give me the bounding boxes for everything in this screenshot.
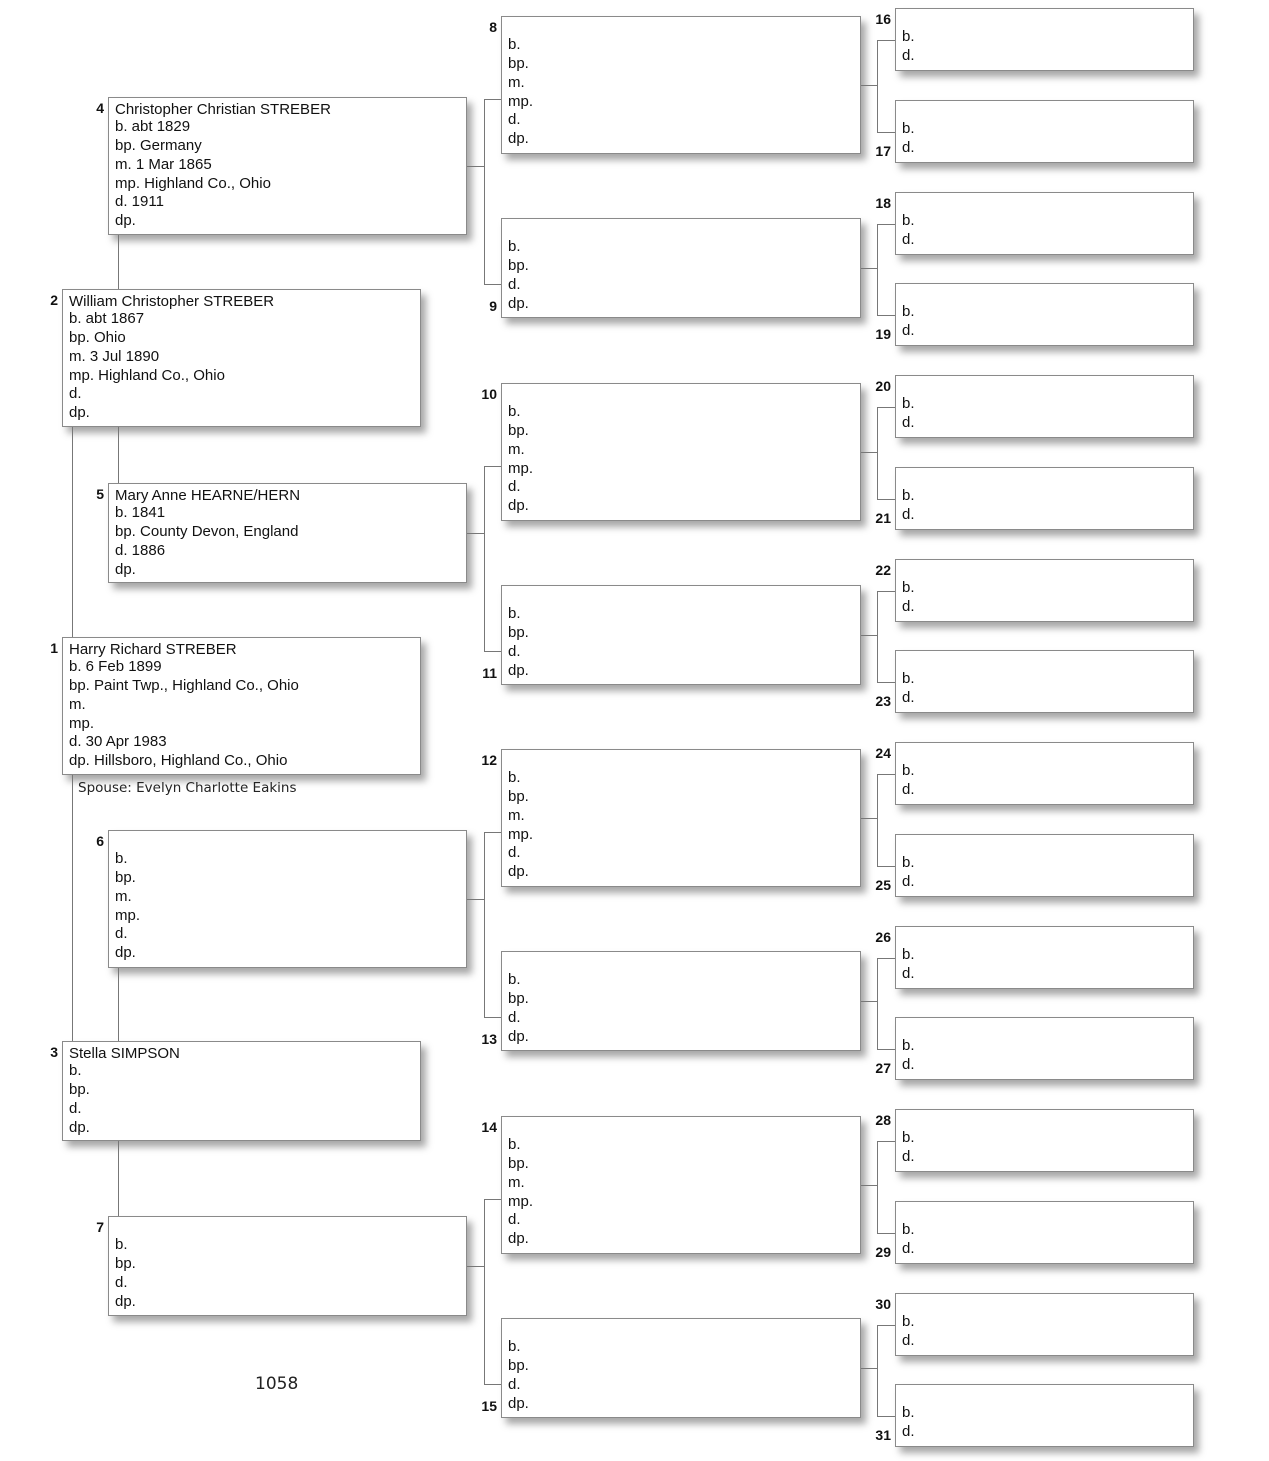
person-field (902, 376, 915, 395)
person-field: d. (902, 1055, 915, 1073)
person-field: d. (902, 46, 915, 64)
person-number: 27 (875, 1060, 891, 1076)
person-field: b. (902, 669, 915, 687)
person-field: b. (508, 402, 521, 420)
person-field: d. (508, 275, 521, 293)
person-field (508, 384, 533, 403)
connector-line (877, 499, 895, 500)
person-field: b. (902, 761, 915, 779)
person-field: d. (508, 1375, 521, 1393)
person-number: 7 (96, 1219, 104, 1235)
person-field: b. (902, 486, 915, 504)
person-field: b. (508, 604, 521, 622)
person-field: mp. Highland Co., Ohio (69, 366, 225, 384)
person-field: d. (508, 844, 521, 862)
connector-line (877, 224, 895, 225)
connector-line (877, 407, 895, 408)
person-number: 24 (875, 745, 891, 761)
person-box-7 (108, 1216, 467, 1316)
connector-line (861, 1185, 878, 1186)
person-field: bp. (508, 787, 529, 805)
person-field (902, 101, 915, 120)
person-box-28 (895, 1109, 1194, 1172)
person-number: 18 (875, 195, 891, 211)
page-number: 1058 (255, 1374, 299, 1394)
person-box-27 (895, 1017, 1194, 1080)
person-field: dp. Hillsboro, Highland Co., Ohio (69, 752, 288, 770)
person-box-13 (501, 951, 861, 1051)
person-box-26 (895, 926, 1194, 989)
person-field (902, 560, 915, 579)
person-field: dp. (69, 404, 90, 422)
person-field: b. (902, 1403, 915, 1421)
person-field: b. (508, 35, 521, 53)
person-number: 23 (875, 693, 891, 709)
person-field (902, 651, 915, 670)
connector-line (877, 774, 895, 775)
connector-line (118, 235, 119, 289)
connector-line (484, 1199, 501, 1200)
person-field: b. (902, 578, 915, 596)
connector-line (467, 166, 484, 167)
person-field: d. (902, 230, 915, 248)
person-field: b. (902, 302, 915, 320)
person-field: dp. (508, 130, 529, 148)
person-field: d. (115, 1273, 128, 1291)
person-number: 15 (481, 1398, 497, 1414)
person-field (902, 743, 915, 762)
connector-line (877, 1141, 878, 1233)
person-field (115, 831, 140, 850)
person-field: b. 1841 (115, 503, 166, 521)
person-field: d. (508, 111, 521, 129)
person-field (508, 219, 529, 238)
person-field: b. abt 1867 (69, 309, 145, 327)
person-number: 20 (875, 378, 891, 394)
person-box-1 (62, 637, 421, 775)
person-number: 10 (481, 386, 497, 402)
person-field: b. abt 1829 (115, 117, 191, 135)
person-field: mp. (115, 906, 141, 924)
person-number: 5 (96, 486, 104, 502)
connector-line (877, 1325, 895, 1326)
person-box-9 (501, 218, 861, 318)
connector-line (484, 1384, 501, 1385)
person-field: mp. Highland Co., Ohio (115, 174, 271, 192)
person-field: bp. (508, 623, 529, 641)
person-field: b. (508, 970, 521, 988)
person-number: 9 (489, 298, 497, 314)
person-field (902, 1202, 915, 1221)
person-field: bp. (508, 421, 529, 439)
person-field: dp. (69, 1118, 90, 1136)
person-field: d. (69, 1099, 82, 1117)
person-field: mp. (69, 714, 95, 732)
person-field: d. (902, 688, 915, 706)
person-number: 8 (489, 19, 497, 35)
person-field (902, 835, 915, 854)
person-box-31 (895, 1384, 1194, 1447)
person-box-2 (62, 289, 421, 427)
person-number: 4 (96, 100, 104, 116)
person-box-15 (501, 1318, 861, 1418)
person-field: b. 6 Feb 1899 (69, 657, 162, 675)
person-number: 2 (50, 292, 58, 308)
person-field: b. (902, 394, 915, 412)
person-field: d. (902, 1147, 915, 1165)
person-field: m. (508, 806, 525, 824)
person-number: 3 (50, 1044, 58, 1060)
person-field: d. (69, 385, 82, 403)
person-field (902, 1385, 915, 1404)
connector-line (484, 99, 501, 100)
person-box-19 (895, 283, 1194, 346)
person-number: 26 (875, 929, 891, 945)
connector-line (861, 1001, 878, 1002)
person-field: b. (508, 1337, 521, 1355)
person-field: b. (902, 1036, 915, 1054)
connector-line (861, 1368, 878, 1369)
person-field: bp. (508, 1356, 529, 1374)
person-number: 31 (875, 1427, 891, 1443)
person-field: mp. (508, 459, 534, 477)
connector-line (484, 1017, 501, 1018)
connector-line (877, 591, 878, 682)
person-field: m. (508, 73, 525, 91)
person-field (902, 468, 915, 487)
person-field (115, 1217, 136, 1236)
connector-line (72, 427, 73, 637)
person-name: Stella SIMPSON (69, 1045, 180, 1062)
person-field: m. 3 Jul 1890 (69, 347, 160, 365)
connector-line (877, 407, 878, 499)
connector-line (484, 832, 485, 1017)
person-box-21 (895, 467, 1194, 530)
connector-line (484, 284, 501, 285)
person-field: d. (902, 321, 915, 339)
person-field: d. (902, 138, 915, 156)
connector-line (484, 1199, 485, 1384)
connector-line (861, 635, 878, 636)
person-box-20 (895, 375, 1194, 438)
person-field: m. (115, 887, 132, 905)
person-field (902, 1018, 915, 1037)
spouse-note: Spouse: Evelyn Charlotte Eakins (78, 780, 297, 796)
connector-line (861, 452, 878, 453)
person-box-6 (108, 830, 467, 968)
person-field: bp. (508, 54, 529, 72)
person-field: dp. (115, 944, 136, 962)
person-number: 6 (96, 833, 104, 849)
person-number: 28 (875, 1112, 891, 1128)
connector-line (484, 466, 485, 651)
person-field: b. (902, 27, 915, 45)
person-field (902, 9, 915, 28)
person-number: 21 (875, 510, 891, 526)
person-field: m. (69, 695, 86, 713)
person-field: b. (508, 237, 521, 255)
person-field: d. (902, 1239, 915, 1257)
person-field: dp. (508, 661, 529, 679)
person-number: 30 (875, 1296, 891, 1312)
person-name: Harry Richard STREBER (69, 641, 237, 658)
person-field: bp. (69, 1080, 90, 1098)
connector-line (72, 775, 73, 1041)
person-field: b. (69, 1061, 82, 1079)
person-box-25 (895, 834, 1194, 897)
person-number: 25 (875, 877, 891, 893)
person-field: dp. (508, 294, 529, 312)
person-field: dp. (508, 863, 529, 881)
person-field: b. (902, 1128, 915, 1146)
connector-line (877, 866, 895, 867)
person-box-17 (895, 100, 1194, 163)
person-field: m. 1 Mar 1865 (115, 155, 212, 173)
person-box-30 (895, 1293, 1194, 1356)
person-number: 1 (50, 640, 58, 656)
connector-line (118, 968, 119, 1041)
person-field: b. (902, 1312, 915, 1330)
person-field: b. (902, 853, 915, 871)
person-field: d. (508, 478, 521, 496)
person-field (902, 193, 915, 212)
person-field: m. (508, 440, 525, 458)
person-field (508, 17, 533, 36)
person-field: bp. Germany (115, 136, 202, 154)
connector-line (861, 268, 878, 269)
person-box-3 (62, 1041, 421, 1141)
person-field: bp. (115, 868, 136, 886)
person-box-24 (895, 742, 1194, 805)
person-field: b. (115, 1235, 128, 1253)
person-field: mp. (508, 825, 534, 843)
person-field (508, 952, 529, 971)
person-number: 11 (482, 665, 497, 681)
person-field: mp. (508, 92, 534, 110)
person-field (508, 750, 533, 769)
person-field: dp. (508, 497, 529, 515)
person-number: 19 (875, 326, 891, 342)
person-field: m. (508, 1173, 525, 1191)
person-box-10 (501, 383, 861, 521)
person-field: b. (902, 211, 915, 229)
person-number: 13 (481, 1031, 497, 1047)
connector-line (877, 40, 878, 132)
person-box-18 (895, 192, 1194, 255)
person-field: bp. Paint Twp., Highland Co., Ohio (69, 676, 299, 694)
person-field: dp. (115, 1292, 136, 1310)
person-field: d. (115, 925, 128, 943)
connector-line (877, 1233, 895, 1234)
person-field: d. (902, 1422, 915, 1440)
person-field (508, 1319, 529, 1338)
person-box-16 (895, 8, 1194, 71)
person-field: dp. (508, 1027, 529, 1045)
connector-line (877, 1141, 895, 1142)
person-box-29 (895, 1201, 1194, 1264)
person-name: William Christopher STREBER (69, 293, 275, 310)
person-field: d. (902, 872, 915, 890)
person-number: 14 (481, 1119, 497, 1135)
connector-line (467, 899, 484, 900)
person-field: b. (508, 768, 521, 786)
person-field: d. (508, 1211, 521, 1229)
person-field: d. (902, 964, 915, 982)
person-field: d. 1911 (115, 193, 164, 211)
person-field: d. (902, 597, 915, 615)
person-name: Mary Anne HEARNE/HERN (115, 487, 301, 504)
person-field: bp. (508, 989, 529, 1007)
person-number: 22 (875, 562, 891, 578)
person-box-23 (895, 650, 1194, 713)
connector-line (877, 40, 895, 41)
connector-line (877, 958, 895, 959)
person-field: d. 1886 (115, 541, 166, 559)
connector-line (877, 132, 895, 133)
person-box-5 (108, 483, 467, 583)
person-field: bp. County Devon, England (115, 522, 299, 540)
person-number: 29 (875, 1244, 891, 1260)
person-field: b. (902, 119, 915, 137)
connector-line (877, 224, 878, 315)
connector-line (877, 315, 895, 316)
person-field: d. (902, 1331, 915, 1349)
connector-line (877, 774, 878, 866)
person-box-22 (895, 559, 1194, 622)
person-field: dp. (508, 1394, 529, 1412)
person-box-14 (501, 1116, 861, 1254)
connector-line (877, 682, 895, 683)
connector-line (877, 958, 878, 1049)
person-field: dp. (115, 560, 136, 578)
connector-line (467, 1266, 484, 1267)
person-field: d. (902, 505, 915, 523)
person-field (508, 586, 529, 605)
person-field (902, 1110, 915, 1129)
connector-line (467, 533, 484, 534)
person-field: b. (902, 945, 915, 963)
connector-line (877, 1416, 895, 1417)
person-number: 16 (875, 11, 891, 27)
person-box-12 (501, 749, 861, 887)
person-field (902, 927, 915, 946)
connector-line (877, 591, 895, 592)
connector-line (484, 466, 501, 467)
connector-line (877, 1325, 878, 1416)
person-field (508, 1117, 533, 1136)
connector-line (861, 818, 878, 819)
person-field (902, 284, 915, 303)
connector-line (877, 1049, 895, 1050)
person-number: 17 (875, 143, 891, 159)
person-field: dp. (115, 212, 136, 230)
person-box-4 (108, 97, 467, 235)
person-field: bp. (508, 1154, 529, 1172)
person-field: bp. Ohio (69, 328, 126, 346)
person-number: 12 (481, 752, 497, 768)
person-field: mp. (508, 1192, 534, 1210)
person-field: d. (902, 413, 915, 431)
connector-line (118, 427, 119, 483)
person-box-11 (501, 585, 861, 685)
person-field: d. (508, 1008, 521, 1026)
person-field: bp. (508, 256, 529, 274)
person-field: b. (902, 1220, 915, 1238)
connector-line (484, 651, 501, 652)
connector-line (484, 832, 501, 833)
person-field: dp. (508, 1230, 529, 1248)
person-name: Christopher Christian STREBER (115, 101, 331, 118)
person-field: b. (115, 849, 128, 867)
person-field: bp. (115, 1254, 136, 1272)
connector-line (861, 85, 878, 86)
person-field: d. 30 Apr 1983 (69, 733, 167, 751)
person-field: d. (902, 780, 915, 798)
connector-line (118, 1141, 119, 1216)
person-field: b. (508, 1135, 521, 1153)
connector-line (484, 99, 485, 284)
person-field (902, 1294, 915, 1313)
person-box-8 (501, 16, 861, 154)
person-field: d. (508, 642, 521, 660)
